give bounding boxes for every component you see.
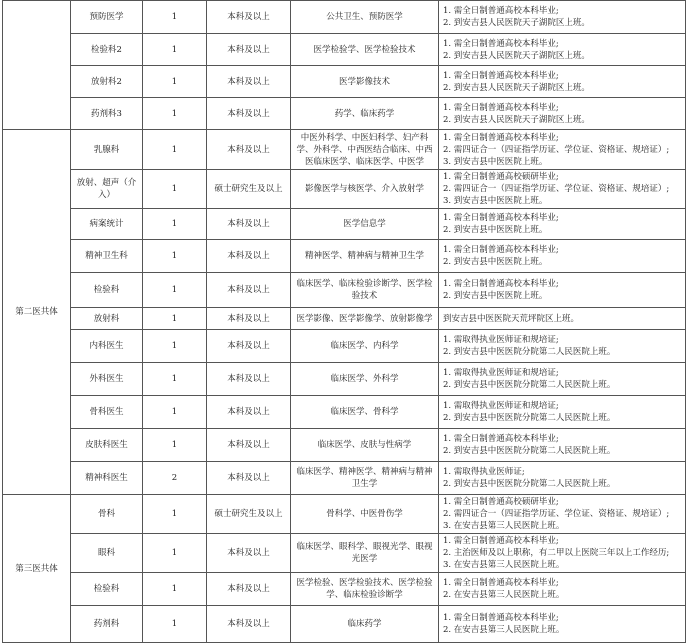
count-cell: 1	[143, 573, 207, 606]
requirements-cell	[439, 66, 686, 98]
education-cell: 本科及以上	[207, 606, 291, 643]
major-cell: 精神医学、精神病与精神卫生学	[291, 240, 439, 273]
requirements-cell	[439, 170, 686, 209]
requirement-line: 2. 到安吉县人民医院天子湖院区上班。	[443, 114, 590, 125]
requirement-line: 1. 需全日制普通高校本科毕业;	[443, 102, 559, 113]
position-cell: 检验科2	[71, 34, 143, 66]
requirement-line: 1. 需取得执业医师证和规培证;	[443, 335, 559, 345]
education-cell: 本科及以上	[207, 429, 291, 462]
requirements-cell	[439, 209, 686, 240]
requirement-line: 到安吉县中医医院天荒坪院区上班。	[443, 313, 580, 324]
requirement-line: 1. 需全日制普通高校硕研毕业;	[443, 497, 559, 507]
requirement-line: 2. 到安吉县中医医院分院第二人民医院上班。	[443, 446, 616, 456]
major-cell: 中医外科学、中医妇科学、妇产科学、外科学、中西医结合临床、中西医临床医学、临床医学、中医学	[291, 130, 439, 170]
position-cell: 精神卫生科	[71, 240, 143, 273]
requirement-line: 1. 需全日制普通高校本科毕业;	[443, 578, 559, 588]
requirement-line: 1. 需取得执业医师证和规培证;	[443, 401, 559, 411]
count-cell: 1	[143, 209, 207, 240]
count-cell: 1	[143, 495, 207, 534]
requirements-cell	[439, 273, 686, 308]
education-cell: 本科及以上	[207, 462, 291, 495]
education-cell: 本科及以上	[207, 1, 291, 34]
table-row	[3, 240, 686, 273]
major-cell: 临床医学、骨科学	[291, 396, 439, 429]
count-cell: 1	[143, 429, 207, 462]
education-cell: 本科及以上	[207, 98, 291, 130]
requirement-line: 2. 到安吉县中医医院上班。	[443, 291, 548, 301]
requirements-cell	[439, 330, 686, 363]
requirement-line: 1. 需全日制普通高校本科毕业;	[443, 536, 559, 546]
education-cell: 本科及以上	[207, 209, 291, 240]
major-cell: 临床医学、皮肤与性病学	[291, 429, 439, 462]
position-cell: 骨科医生	[71, 396, 143, 429]
count-cell: 1	[143, 363, 207, 396]
count-cell: 1	[143, 170, 207, 209]
major-cell: 影像医学与核医学、介入放射学	[291, 170, 439, 209]
education-cell: 本科及以上	[207, 240, 291, 273]
requirement-line: 2. 到安吉县中医医院分院第二人民医院上班。	[443, 347, 616, 357]
requirements-cell	[439, 130, 686, 170]
position-cell: 放射、超声（介入）	[71, 170, 143, 209]
table-row	[3, 98, 686, 130]
group-name-cell: 第二医共体	[3, 130, 71, 495]
education-cell: 本科及以上	[207, 330, 291, 363]
requirement-line: 2. 到安吉县中医医院分院第二人民医院上班。	[443, 413, 616, 423]
position-cell: 内科医生	[71, 330, 143, 363]
requirement-line: 1. 需全日制普通高校本科毕业;	[443, 70, 559, 81]
requirements-cell	[439, 1, 686, 34]
position-cell: 检验科	[71, 573, 143, 606]
major-cell: 临床医学、外科学	[291, 363, 439, 396]
count-cell: 1	[143, 240, 207, 273]
table-row	[3, 209, 686, 240]
requirement-line: 1. 需全日制普通高校本科毕业;	[443, 213, 559, 223]
position-cell: 检验科	[71, 273, 143, 308]
position-cell: 皮肤科医生	[71, 429, 143, 462]
count-cell: 1	[143, 34, 207, 66]
recruitment-table-body	[3, 1, 686, 643]
table-row	[3, 66, 686, 98]
requirement-line: 3. 在安吉县第三人民医院上班。	[443, 560, 565, 570]
table-row	[3, 34, 686, 66]
requirement-line: 2. 在安吉县第三人民医院上班。	[443, 590, 565, 600]
requirements-cell	[439, 98, 686, 130]
requirement-line: 2. 到安吉县中医医院上班。	[443, 225, 548, 235]
table-row	[3, 130, 686, 170]
education-cell: 本科及以上	[207, 363, 291, 396]
count-cell: 1	[143, 606, 207, 643]
requirements-cell	[439, 606, 686, 643]
table-row	[3, 495, 686, 534]
education-cell: 硕士研究生及以上	[207, 170, 291, 209]
count-cell: 1	[143, 1, 207, 34]
requirements-cell	[439, 240, 686, 273]
table-row	[3, 462, 686, 495]
requirement-line: 1. 需全日制普通高校硕研毕业;	[443, 172, 559, 182]
requirement-line: 1. 需取得执业医师证;	[443, 467, 525, 477]
requirement-line: 1. 需全日制普通高校本科毕业;	[443, 38, 559, 49]
table-row	[3, 273, 686, 308]
table-row	[3, 534, 686, 573]
count-cell: 1	[143, 66, 207, 98]
group-name-cell	[3, 1, 71, 130]
requirement-line: 2. 需四证合一（四证指学历证、学位证、资格证、规培证）;	[443, 509, 670, 519]
requirement-line: 2. 到安吉县中医医院分院第二人民医院上班。	[443, 380, 616, 390]
education-cell: 本科及以上	[207, 308, 291, 330]
position-cell: 预防医学	[71, 1, 143, 34]
requirement-line: 2. 到安吉县人民医院天子湖院区上班。	[443, 50, 590, 61]
recruitment-table	[2, 0, 686, 643]
count-cell: 1	[143, 273, 207, 308]
requirement-line: 3. 在安吉县第三人民医院上班。	[443, 521, 565, 531]
table-row	[3, 1, 686, 34]
group-name-cell: 第三医共体	[3, 495, 71, 643]
table-row	[3, 429, 686, 462]
position-cell: 放射科	[71, 308, 143, 330]
requirement-line: 2. 到安吉县人民医院天子湖院区上班。	[443, 18, 590, 28]
table-row	[3, 308, 686, 330]
education-cell: 本科及以上	[207, 573, 291, 606]
major-cell: 临床医学、内科学	[291, 330, 439, 363]
count-cell: 1	[143, 98, 207, 130]
position-cell: 病案统计	[71, 209, 143, 240]
major-cell: 临床医学、临床检验诊断学、医学检验技术	[291, 273, 439, 308]
major-cell: 医学影像、医学影像学、放射影像学	[291, 308, 439, 330]
requirement-line: 1. 需全日制普通高校本科毕业;	[443, 132, 559, 143]
position-cell: 骨科	[71, 495, 143, 534]
requirement-line: 2. 到安吉县人民医院天子湖院区上班。	[443, 82, 590, 93]
count-cell: 1	[143, 330, 207, 363]
table-row	[3, 606, 686, 643]
requirement-line: 1. 需全日制普通高校本科毕业;	[443, 613, 559, 623]
requirement-line: 1. 需全日制普通高校本科毕业;	[443, 279, 559, 289]
count-cell: 1	[143, 308, 207, 330]
table-row	[3, 363, 686, 396]
position-cell: 放射科2	[71, 66, 143, 98]
table-row	[3, 396, 686, 429]
position-cell: 精神科医生	[71, 462, 143, 495]
requirement-line: 2. 需四证合一（四证指学历证、学位证、资格证、规培证）;	[443, 184, 670, 194]
major-cell: 医学检验学、医学检验技术	[291, 34, 439, 66]
position-cell: 药剂科	[71, 606, 143, 643]
education-cell: 本科及以上	[207, 66, 291, 98]
major-cell: 临床医学、眼科学、眼视光学、眼视光医学	[291, 534, 439, 573]
position-cell: 药剂科3	[71, 98, 143, 130]
major-cell: 药学、临床药学	[291, 98, 439, 130]
education-cell: 本科及以上	[207, 396, 291, 429]
requirement-line: 2. 主治医师及以上职称，有二甲以上医院三年以上工作经历;	[443, 548, 670, 558]
requirement-line: 2. 需四证合一（四证指学历证、学位证、资格证、规培证）;	[443, 144, 670, 155]
requirement-line: 3. 到安吉县中医医院上班。	[443, 156, 548, 167]
education-cell: 本科及以上	[207, 130, 291, 170]
table-row	[3, 573, 686, 606]
table-row	[3, 330, 686, 363]
count-cell: 1	[143, 534, 207, 573]
position-cell: 外科医生	[71, 363, 143, 396]
major-cell: 医学影像技术	[291, 66, 439, 98]
count-cell: 1	[143, 130, 207, 170]
education-cell: 硕士研究生及以上	[207, 495, 291, 534]
requirement-line: 1. 需全日制普通高校本科毕业;	[443, 434, 559, 444]
requirement-line: 2. 到安吉县中医医院上班。	[443, 257, 548, 267]
count-cell: 1	[143, 396, 207, 429]
requirements-cell	[439, 308, 686, 330]
requirement-line: 1. 需全日制普通高校本科毕业;	[443, 6, 559, 16]
requirements-cell	[439, 573, 686, 606]
major-cell: 医学检验、医学检验技术、医学检验学、临床检验诊断学	[291, 573, 439, 606]
major-cell: 医学信息学	[291, 209, 439, 240]
table-row	[3, 170, 686, 209]
education-cell: 本科及以上	[207, 534, 291, 573]
position-cell: 乳腺科	[71, 130, 143, 170]
requirements-cell	[439, 363, 686, 396]
count-cell: 2	[143, 462, 207, 495]
education-cell: 本科及以上	[207, 34, 291, 66]
requirements-cell	[439, 34, 686, 66]
requirement-line: 1. 需全日制普通高校本科毕业;	[443, 245, 559, 255]
major-cell: 临床医学、精神医学、精神病与精神卫生学	[291, 462, 439, 495]
requirements-cell	[439, 495, 686, 534]
requirements-cell	[439, 396, 686, 429]
requirement-line: 2. 在安吉县第三人民医院上班。	[443, 625, 565, 635]
requirements-cell	[439, 462, 686, 495]
major-cell: 临床药学	[291, 606, 439, 643]
requirement-line: 1. 需取得执业医师证和规培证;	[443, 368, 559, 378]
position-cell: 眼科	[71, 534, 143, 573]
requirements-cell	[439, 429, 686, 462]
requirement-line: 2. 到安吉县中医医院分院第二人民医院上班。	[443, 479, 616, 489]
major-cell: 骨科学、中医骨伤学	[291, 495, 439, 534]
requirements-cell	[439, 534, 686, 573]
education-cell: 本科及以上	[207, 273, 291, 308]
major-cell: 公共卫生、预防医学	[291, 1, 439, 34]
requirement-line: 3. 到安吉县中医医院上班。	[443, 196, 548, 206]
